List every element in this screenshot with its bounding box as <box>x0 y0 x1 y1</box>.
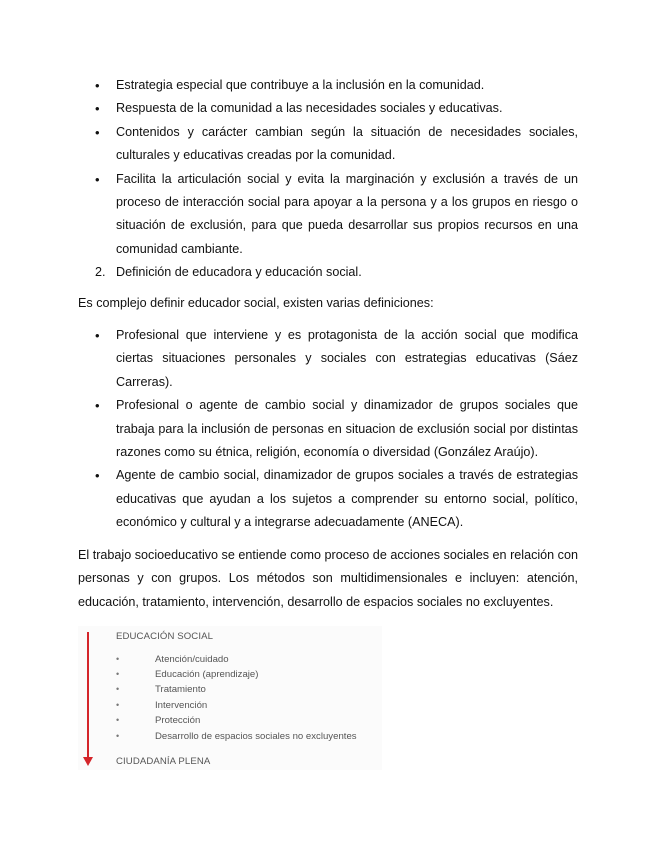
list-item-text: Respuesta de la comunidad a las necesidades sociales y educativas. <box>116 101 503 116</box>
diagram-item <box>116 684 378 699</box>
bullet-icon: • <box>116 669 120 679</box>
bullet-icon: • <box>95 78 100 93</box>
bullet-icon: • <box>116 731 120 741</box>
arrow-down-icon <box>83 757 93 766</box>
diagram-item-text: Desarrollo de espacios sociales no excluyentes <box>155 731 357 742</box>
list-item <box>0 97 578 120</box>
diagram-bottom-label: CIUDADANÍA PLENA <box>116 756 211 767</box>
list-item-text: Agente de cambio social, dinamizador de grupos sociales a través de estrategias educativas que ayudan a los sujetos a comprender su entorno social, político, económico y cultural y a integrarse adecuadamente (ANECA). <box>116 468 578 530</box>
bullet-icon: • <box>116 715 120 725</box>
bullet-icon: • <box>95 328 100 343</box>
diagram-item-text: Atención/cuidado <box>155 654 229 665</box>
diagram-item <box>116 700 378 715</box>
diagram-item-text: Intervención <box>155 700 208 711</box>
diagram-item-text: Educación (aprendizaje) <box>155 669 259 680</box>
list-item <box>0 121 578 168</box>
diagram-item <box>116 654 378 669</box>
diagram-item <box>116 731 378 746</box>
list-item-text: Facilita la articulación social y evita la marginación y exclusión a través de un proceso de interacción social para apoyar a la persona y a los grupos en riesgo o situación de exclusión, para que pueda desarrollar sus propios recursos en una comunidad cambiante. <box>116 171 578 256</box>
list-item <box>0 74 578 97</box>
bullet-icon: • <box>95 124 100 140</box>
diagram-item-text: Tratamiento <box>155 684 206 695</box>
diagram-item-text: Protección <box>155 715 201 726</box>
bullet-icon: • <box>116 654 120 664</box>
list-item-text: Contenidos y carácter cambian según la situación de necesidades sociales, culturales y educativas creadas por la comunidad. <box>116 124 578 163</box>
list-item <box>0 394 578 464</box>
list-item-text: Estrategia especial que contribuye a la inclusión en la comunidad. <box>116 78 485 92</box>
list-item-text: Profesional que interviene y es protagonista de la acción social que modifica ciertas situaciones personales y sociales con estrategias educativas (Sáez Carreras). <box>116 328 578 389</box>
closing-paragraph: El trabajo socioeducativo se entiende como proceso de acciones sociales en relación con personas y con grupos. Los métodos son multidimensionales e incluyen: atención, educación, tratamiento, intervención, desarrollo de espacios sociales no excluyentes. <box>78 548 578 609</box>
arrow-shaft <box>87 632 89 759</box>
diagram-item <box>116 669 378 684</box>
bullet-icon: • <box>95 101 100 117</box>
list-item <box>0 464 578 534</box>
bullet-list-characteristics <box>0 74 578 261</box>
bullet-icon: • <box>116 684 120 694</box>
bullet-icon: • <box>95 171 100 187</box>
numbered-heading <box>0 261 578 284</box>
list-item <box>0 324 578 394</box>
list-item <box>0 168 578 262</box>
intro-paragraph: Es complejo definir educador social, existen varias definiciones: <box>78 296 434 310</box>
bullet-icon: • <box>95 468 100 484</box>
list-item-text: Profesional o agente de cambio social y dinamizador de grupos sociales que trabaja para la inclusión de personas en situacion de exclusión social por distintas razones como su étnica, religión, economía o diversidad (González Araújo). <box>116 398 578 460</box>
bullet-icon: • <box>95 398 100 414</box>
diagram-top-label: EDUCACIÓN SOCIAL <box>116 631 214 642</box>
diagram-item <box>116 715 378 730</box>
bullet-list-definitions <box>0 324 578 535</box>
heading-text: Definición de educadora y educación social. <box>116 265 362 279</box>
bullet-icon: • <box>116 700 120 710</box>
heading-number: 2. <box>95 265 106 279</box>
education-diagram <box>78 626 382 770</box>
